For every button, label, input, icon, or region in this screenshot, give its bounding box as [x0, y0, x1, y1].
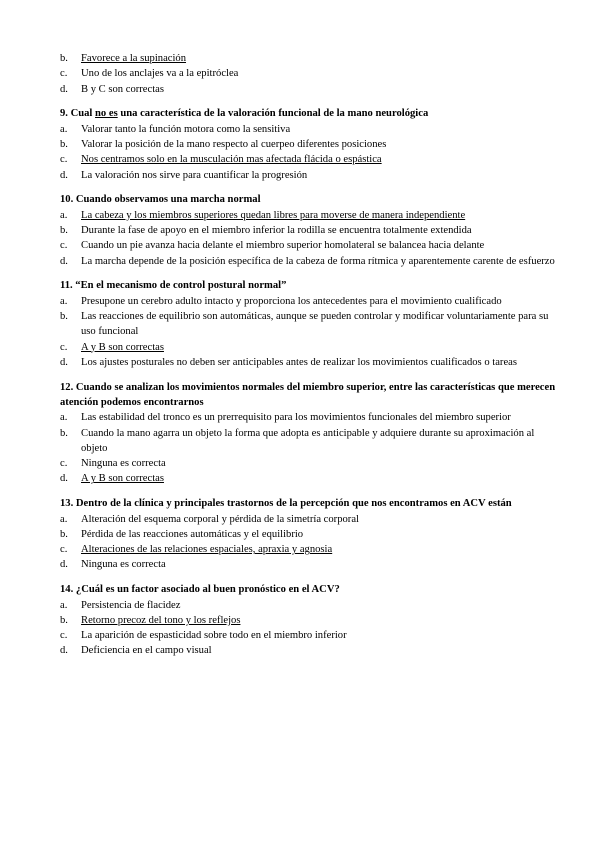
option-letter: c. — [60, 630, 68, 642]
option-letter: c. — [60, 458, 68, 470]
option-text: Retorno precoz del tono y los reflejos — [81, 614, 241, 626]
option-letter: b. — [60, 427, 68, 439]
option-letter: a. — [60, 209, 68, 221]
option-letter: a. — [60, 599, 68, 611]
question-block — [60, 380, 563, 487]
option-letter: a. — [60, 513, 68, 525]
question-title — [60, 278, 563, 293]
answer-option — [60, 426, 563, 457]
question-block — [60, 582, 563, 658]
answer-option — [60, 527, 563, 542]
question-block — [60, 278, 563, 370]
option-text: La marcha depende de la posición específica de la cabeza de forma rítmica y aparentemente carente de esfuerzo — [81, 255, 555, 267]
continuation-block — [60, 51, 563, 97]
option-text: Alteraciones de las relaciones espaciales, apraxia y agnosia — [81, 544, 333, 556]
answer-options — [60, 208, 563, 269]
option-text: Presupone un cerebro adulto intacto y proporciona los antecedentes para el movimiento cualificado — [81, 295, 502, 307]
question-title-part: 10. Cuando observamos una marcha normal — [60, 194, 261, 206]
option-letter: b. — [60, 53, 68, 64]
answer-option — [60, 254, 563, 269]
answer-option — [60, 223, 563, 238]
question-block — [60, 106, 563, 182]
answer-option — [60, 410, 563, 425]
answer-option — [60, 82, 563, 97]
option-text: Durante la fase de apoyo en el miembro inferior la rodilla se encuentra totalmente extendida — [81, 224, 472, 236]
answer-option — [60, 66, 563, 81]
option-text: Pérdida de las reacciones automáticas y el equilibrio — [81, 528, 304, 540]
option-text: Las reacciones de equilibrio son automáticas, aunque se pueden controlar y modificar voluntariamente para su uso funcional — [81, 310, 549, 338]
answer-options — [60, 294, 563, 370]
answer-option — [60, 613, 563, 628]
answer-option — [60, 238, 563, 253]
question-title — [60, 582, 563, 597]
answer-option — [60, 456, 563, 471]
answer-options — [60, 122, 563, 183]
option-text: Cuando la mano agarra un objeto la forma que adopta es anticipable y adquiere durante su aproximación al objeto — [81, 427, 535, 454]
question-block — [60, 192, 563, 268]
answer-option — [60, 208, 563, 223]
answer-option — [60, 294, 563, 309]
question-title-part: no es — [95, 108, 118, 120]
question-list — [60, 106, 563, 658]
answer-option — [60, 557, 563, 572]
question-title — [60, 380, 563, 411]
option-letter: d. — [60, 356, 68, 368]
answer-options — [60, 410, 563, 486]
option-letter: b. — [60, 224, 68, 236]
option-letter: c. — [60, 544, 68, 556]
option-letter: a. — [60, 295, 68, 307]
option-text: Ninguna es correcta — [81, 559, 166, 571]
answer-option — [60, 643, 563, 658]
answer-option — [60, 137, 563, 152]
answer-options — [60, 512, 563, 573]
question-title-part: 11. “En el mecanismo de control postural normal” — [60, 280, 287, 292]
answer-option — [60, 340, 563, 355]
answer-option — [60, 168, 563, 183]
option-text: Favorece a la supinación — [81, 53, 187, 64]
option-text: La valoración nos sirve para cuantificar la progresión — [81, 169, 308, 181]
option-text: Las estabilidad del tronco es un prerrequisito para los movimientos funcionales del miembro superior — [81, 412, 511, 424]
answer-options — [60, 598, 563, 659]
option-letter: c. — [60, 341, 68, 353]
option-text: La cabeza y los miembros superiores quedan libres para moverse de manera independiente — [81, 209, 466, 221]
answer-option — [60, 355, 563, 370]
answer-option — [60, 51, 563, 66]
option-text: Valorar la posición de la mano respecto al cuerpeo diferentes posiciones — [81, 138, 387, 150]
answer-option — [60, 122, 563, 137]
question-title-part: 14. ¿Cuál es un factor asociado al buen pronóstico en el ACV? — [60, 584, 340, 596]
option-letter: b. — [60, 310, 68, 322]
option-letter: d. — [60, 83, 68, 95]
answer-option — [60, 598, 563, 613]
option-text: Alteración del esquema corporal y pérdida de la simetría corporal — [81, 513, 359, 525]
answer-option — [60, 152, 563, 167]
question-title — [60, 106, 563, 121]
option-letter: d. — [60, 255, 68, 267]
answer-option — [60, 542, 563, 557]
option-letter: d. — [60, 473, 68, 485]
question-title-part: una característica de la valoración funcional de la mano neurológica — [117, 108, 429, 120]
question-title — [60, 496, 563, 511]
question-block — [60, 496, 563, 572]
option-letter: a. — [60, 412, 68, 424]
answer-option — [60, 512, 563, 527]
answer-option — [60, 628, 563, 643]
option-text: Cuando un pie avanza hacia delante el miembro superior homolateral se balancea hacia delante — [81, 240, 485, 252]
question-title — [60, 192, 563, 207]
option-text: Valorar tanto la función motora como la sensitiva — [81, 123, 291, 135]
option-letter: c. — [60, 240, 68, 252]
option-text: Uno de los anclajes va a la epitróclea — [81, 68, 239, 80]
answer-option — [60, 309, 563, 340]
option-text: Nos centramos solo en la musculación mas afectada flácida o espástica — [81, 154, 382, 166]
option-letter: b. — [60, 614, 68, 626]
option-text: Los ajustes posturales no deben ser anticipables antes de realizar los movimientos cualificados o tareas — [81, 356, 517, 368]
continuation-options — [60, 51, 563, 97]
question-title-part: 13. Dentro de la clínica y principales trastornos de la percepción que nos encontramos en ACV están — [60, 498, 512, 510]
option-text: B y C son correctas — [81, 83, 164, 95]
option-text: Deficiencia en el campo visual — [81, 645, 212, 657]
option-text: La aparición de espasticidad sobre todo en el miembro inferior — [81, 630, 347, 642]
option-letter: c. — [60, 68, 68, 80]
option-letter: a. — [60, 123, 68, 135]
option-text: Ninguna es correcta — [81, 458, 166, 470]
option-letter: c. — [60, 154, 68, 166]
question-title-part: 12. Cuando se analizan los movimientos normales del miembro superior, entre las características que merecen atención podemos encontrarnos — [60, 381, 556, 408]
option-letter: d. — [60, 559, 68, 571]
question-title-part: 9. Cual — [60, 108, 96, 120]
option-text: A y B son correctas — [81, 473, 164, 485]
option-letter: d. — [60, 645, 68, 657]
option-letter: b. — [60, 528, 68, 540]
option-text: A y B son correctas — [81, 341, 164, 353]
option-text: Persistencia de flacidez — [81, 599, 181, 611]
option-letter: b. — [60, 138, 68, 150]
answer-option — [60, 471, 563, 486]
option-letter: d. — [60, 169, 68, 181]
